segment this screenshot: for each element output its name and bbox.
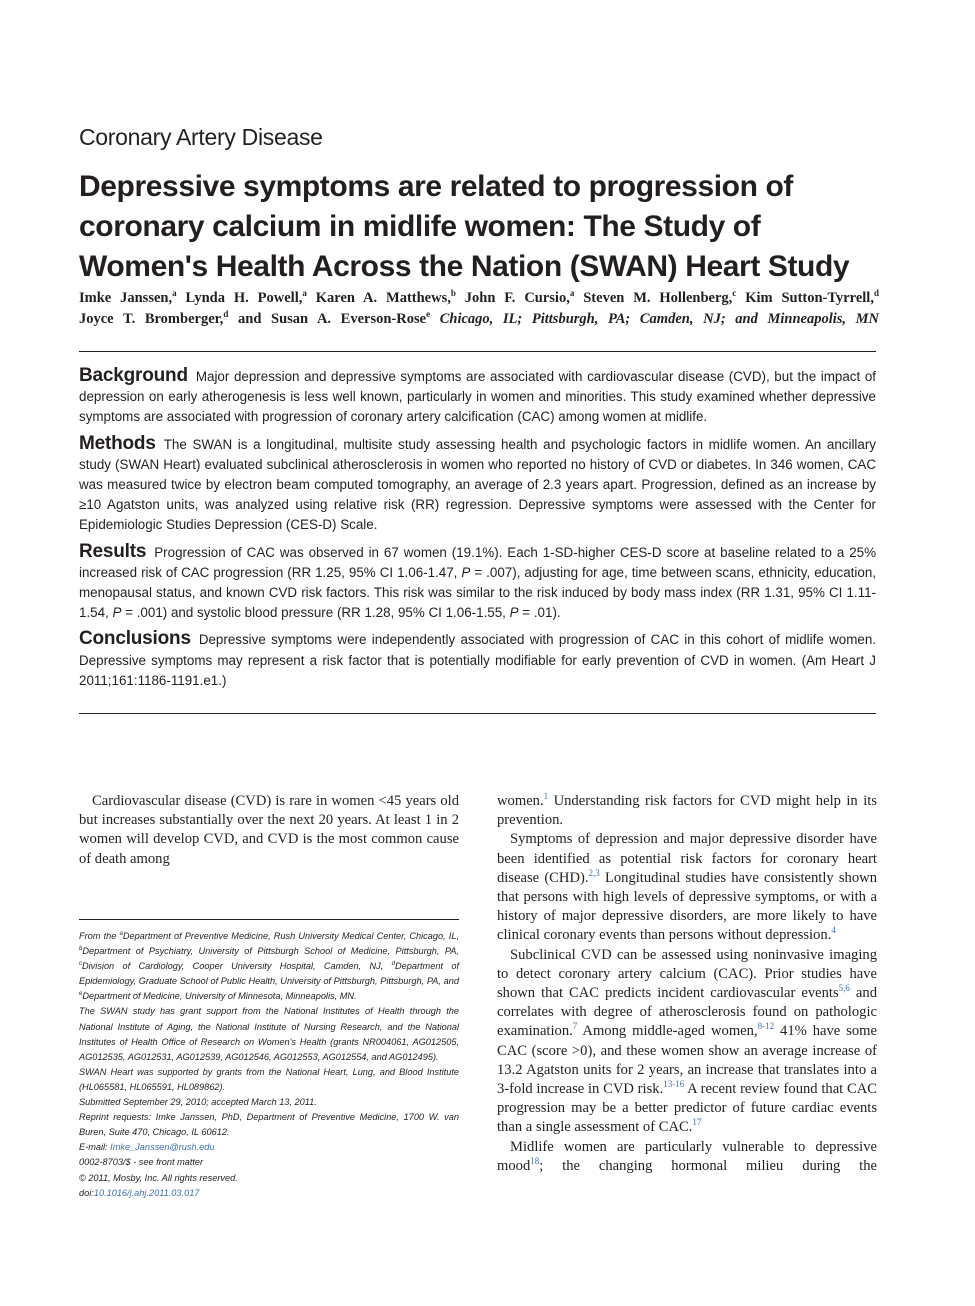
citation-ref[interactable]: 2,3 [588,867,600,878]
submitted-note: Submitted September 29, 2010; accepted March 13, 2011. [79,1097,317,1108]
author-name: and Susan A. Everson-Rose [238,311,427,327]
author-list [79,288,879,330]
results-text: Progression of CAC was observed in 67 women (19.1%). Each 1-SD-higher CES-D score at baseline related to a 25% increased risk of CAC progression (RR 1.25, 95% CI 1.06-1.47, [79,544,876,580]
conclusions-text: Depressive symptoms were independently associated with progression of CAC in this cohort of midlife women. Depressive symptoms may represent a risk factor that is potentially modifiable for early prevention of CVD in women. (Am Heart J 2011;161:1186-1191.e1.) [79,632,876,688]
abstract-top-rule [79,351,876,352]
methods-heading: Methods [79,432,156,454]
body-paragraph [497,792,877,830]
footnote-text: Division of Cardiology, Cooper University Hospital, Camden, NJ, [82,961,392,972]
results-text: = .01). [518,605,561,621]
abstract [79,366,876,697]
affiliation-marker: e [79,991,83,998]
conclusions-heading: Conclusions [79,628,191,650]
affiliation-marker: a [302,288,307,298]
author-line-1 [79,288,879,309]
affiliation-marker: d [223,309,229,319]
p-value-symbol: P [509,605,519,621]
reprint-note: Reprint requests: Imke Janssen, PhD, Department of Preventive Medicine, 1700 W. van Buren, Suite 470, Chicago, IL 60612. [79,1112,459,1138]
body-paragraph [497,1138,877,1176]
methods-text: The SWAN is a longitudinal, multisite study assessing health and psychologic factors in midlife women. An ancillary study (SWAN Heart) evaluated subclinical atherosclerosis in women who reported no history of CVD or diabetes. In 346 women, CAC was measured twice by electron beam computed tomography, an average of 2.3 years apart. Progression, defined as an increase by ≥10 Agatston units, was analyzed using relative risk (RR) regression. Depressive symptoms were assessed with the Center for Epidemiologic Studies Depression (CES-D) Scale. [79,436,876,533]
affiliation-marker: a [569,288,575,298]
doi-note [79,1186,459,1201]
footnote-rule [79,919,459,920]
author-name: John F. Cursio, [464,290,570,306]
title-line-1: Depressive symptoms are related to progression of [79,170,793,203]
citation-ref[interactable]: 4 [831,925,836,936]
body-column-right [497,792,877,1176]
body-text: ; the changing hormonal milieu during the [539,1157,877,1174]
footnote-text: Department of Epidemiology, Graduate School of Public Health, University of Pittsburgh, Pittsburgh, PA, and [79,961,459,987]
body-text: Longitudinal studies have consistently shown that persons with high levels of depressive symptoms, or with a history of major depressive disorders, are more likely to have clinical coronary events than persons without depression. [497,869,877,944]
copyright-note: © 2011, Mosby, Inc. All rights reserved. [79,1172,238,1183]
article-title [79,167,879,287]
citation-ref[interactable]: 7 [572,1021,578,1032]
body-text: Symptoms of depression and major depressive disorder have been identified as potential risk factors for coronary heart disease (CHD). [497,831,877,886]
body-text: Understanding risk factors for CVD might help in its prevention. [497,793,877,829]
results-text: = .001) and systolic blood pressure (RR 1.28, 95% CI 1.06-1.55, [121,605,510,621]
p-value-symbol: P [461,564,471,580]
body-text: Among middle-aged women, [577,1023,758,1040]
footnote-text: From the [79,931,120,941]
affiliation-marker: e [426,309,431,319]
author-line-2 [79,309,879,330]
email-note [79,1140,459,1155]
p-value-symbol: P [112,605,122,621]
affiliation-marker: d [873,288,879,298]
citation-ref[interactable]: 8-12 [757,1021,775,1032]
footnote-text: Department of Preventive Medicine, Rush University Medical Center, Chicago, IL, [122,931,459,941]
author-name: Karen A. Matthews, [315,290,451,306]
background-heading: Background [79,365,188,386]
title-line-2: coronary calcium in midlife women: The Study of [79,210,761,243]
affiliation-marker: d [391,961,395,968]
section-label: Coronary Artery Disease [79,124,323,150]
affiliation-marker: c [79,961,82,968]
affiliation-marker: c [732,288,737,298]
author-locations: Chicago, IL; Pittsburgh, PA; Camden, NJ; and Minneapolis, MN [439,311,880,327]
body-paragraph: Cardiovascular disease (CVD) is rare in women <45 years old but increases substantially over the next 20 years. At least 1 in 2 women will develop CVD, and CVD is the most common cause of death among [79,793,459,867]
issn-note: 0002-8703/$ - see front matter [79,1157,204,1168]
author-name: Lynda H. Powell, [185,290,303,306]
body-column-left [79,792,459,869]
results-text: = .007), adjusting for age, time between scans, ethnicity, education, menopausal status, and known CVD risk factors. This risk was similar to the risk induced by body mass index (RR 1.31, 95% CI 1.11-1.54, [79,564,876,621]
abstract-results [79,542,876,624]
body-text: 41% have some CAC (score >0), and these women show an average increase of 13.2 Agatston units for 2 years, an increase that translates into a 3-fold increase in CVD risk. [497,1023,877,1098]
citation-ref[interactable]: 18 [530,1155,540,1166]
body-text: Subclinical CVD can be assessed using noninvasive imaging to detect coronary artery calcium (CAC). Prior studies have shown that CAC predicts incident cardiovascular events [497,946,877,1002]
citation-ref[interactable]: 17 [692,1117,702,1128]
author-name: Kim Sutton-Tyrrell, [745,290,874,306]
email-link[interactable]: Imke_Janssen@rush.edu [110,1142,215,1153]
affiliation-marker: b [79,946,83,953]
results-heading: Results [79,540,147,562]
body-text: and correlates with degree of atherosclerosis found on pathologic examination. [497,985,877,1040]
body-paragraph [497,830,877,945]
abstract-conclusions [79,629,876,691]
author-name: Steven M. Hollenberg, [583,290,733,306]
body-text: women. [497,793,544,809]
email-label: E-mail: [79,1142,111,1153]
abstract-methods [79,434,876,536]
body-text: Midlife women are particularly vulnerable to depressive mood [497,1138,877,1174]
background-text: Major depression and depressive symptoms are associated with cardiovascular disease (CVD), but the impact of depression on early atherogenesis is less well known, particularly in women and minorities. This study examined whether depressive symptoms are associated with progression of coronary artery calcification (CAC) among women at midlife. [79,369,876,425]
citation-ref[interactable]: 5,6 [838,983,850,994]
citation-ref[interactable]: 1 [543,791,549,801]
doi-label: doi: [79,1187,94,1198]
footnote-text: Department of Psychiatry, University of Pittsburgh School of Medicine, Pittsburgh, PA, [82,946,459,957]
grant-note: The SWAN study has grant support from the National Institutes of Health through the National Institute of Aging, the National Institute of Nursing Research, and the National Institutes of Health Office of Research on Women's Health (grants NR004061, AG012505, AG012535, AG012531, AG012539, AG012546, AG012553, AG012554, and AG012495). [79,1006,459,1062]
abstract-background [79,366,876,428]
affiliation-marker: a [172,288,177,298]
author-name: Imke Janssen, [79,290,173,306]
affiliation-marker: a [119,931,123,937]
doi-link[interactable]: 10.1016/j.ahj.2011.03.017 [93,1187,200,1198]
abstract-bottom-rule [79,713,876,714]
affiliation-marker: b [450,288,456,298]
citation-ref[interactable]: 13-16 [663,1079,685,1090]
title-line-3: Women's Health Across the Nation (SWAN) Heart Study [79,250,850,283]
body-text: A recent review found that CAC progression may be a better predictor of future cardiac events than a single assessment of CAC. [497,1081,877,1136]
footnote-text: Department of Medicine, University of Minnesota, Minneapolis, MN. [82,991,357,1002]
author-name: Joyce T. Bromberger, [79,311,224,327]
body-paragraph [497,946,877,1138]
grant-note: SWAN Heart was supported by grants from the National Heart, Lung, and Blood Institute (HL065581, HL065591, HL089862). [79,1066,459,1092]
affiliations-note [79,929,459,1004]
footnotes [79,929,459,1201]
